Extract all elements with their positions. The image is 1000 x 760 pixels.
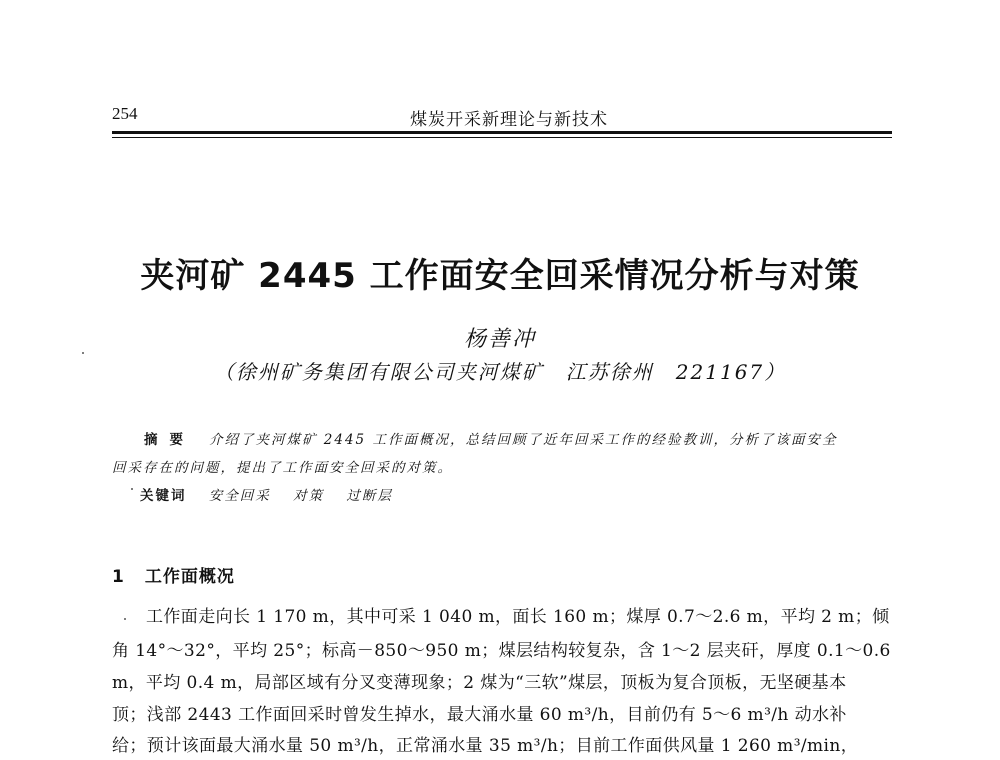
page-number: 254 xyxy=(112,104,138,123)
body-line: 角 14°～32°，平均 25°；标高－850～950 m；煤层结构较复杂，含 1～2 层夹矸，厚度 0.1～0.6 xyxy=(112,641,891,661)
body-line: m，平均 0.4 m，局部区域有分叉变薄现象；2 煤为“三软”煤层，顶板为复合顶板，无坚硬基本 xyxy=(112,673,847,693)
header-rule-thick xyxy=(112,131,892,134)
body-line: 工作面走向长 1 170 m，其中可采 1 040 m，面长 160 m；煤厚 0.7～2.6 m，平均 2 m；倾 xyxy=(146,607,890,627)
article-title: 夹河矿 2445 工作面安全回采情况分析与对策 xyxy=(140,256,860,296)
body-line: 顶；浅部 2443 工作面回采时曾发生掉水，最大涌水量 60 m³/h，目前仍有 5～6 m³/h 动水补 xyxy=(112,705,847,725)
abstract-line-1 xyxy=(112,428,892,448)
section-title: 工作面概况 xyxy=(144,567,235,587)
running-head: 煤炭开采新理论与新技术 xyxy=(410,110,608,130)
keyword-item: 安全回采 xyxy=(208,488,271,504)
keyword-item: 过断层 xyxy=(346,488,393,504)
abstract-text-1: 介绍了夹河煤矿 2445 工作面概况，总结回顾了近年回采工作的经验教训，分析了该面安全 xyxy=(209,432,838,448)
header-rule-thin xyxy=(112,137,892,138)
scan-speck xyxy=(131,488,133,490)
abstract-line-2: 回采存在的问题，提出了工作面安全回采的对策。 xyxy=(112,460,453,476)
scan-speck xyxy=(82,352,84,354)
abstract-label: 摘要 xyxy=(144,432,195,448)
keywords-line xyxy=(140,484,409,504)
author-name: 杨善冲 xyxy=(463,327,536,352)
body-line: 给；预计该面最大涌水量 50 m³/h，正常涌水量 35 m³/h；目前工作面供风量 1 260 m³/min， xyxy=(112,736,859,756)
author-affiliation: （徐州矿务集团有限公司夹河煤矿 江苏徐州 221167） xyxy=(213,360,787,384)
keyword-item: 对策 xyxy=(293,488,325,504)
section-number: 1 xyxy=(112,567,125,587)
section-heading xyxy=(112,562,235,587)
scan-speck xyxy=(124,618,126,620)
keywords-label: 关键词 xyxy=(140,488,187,504)
